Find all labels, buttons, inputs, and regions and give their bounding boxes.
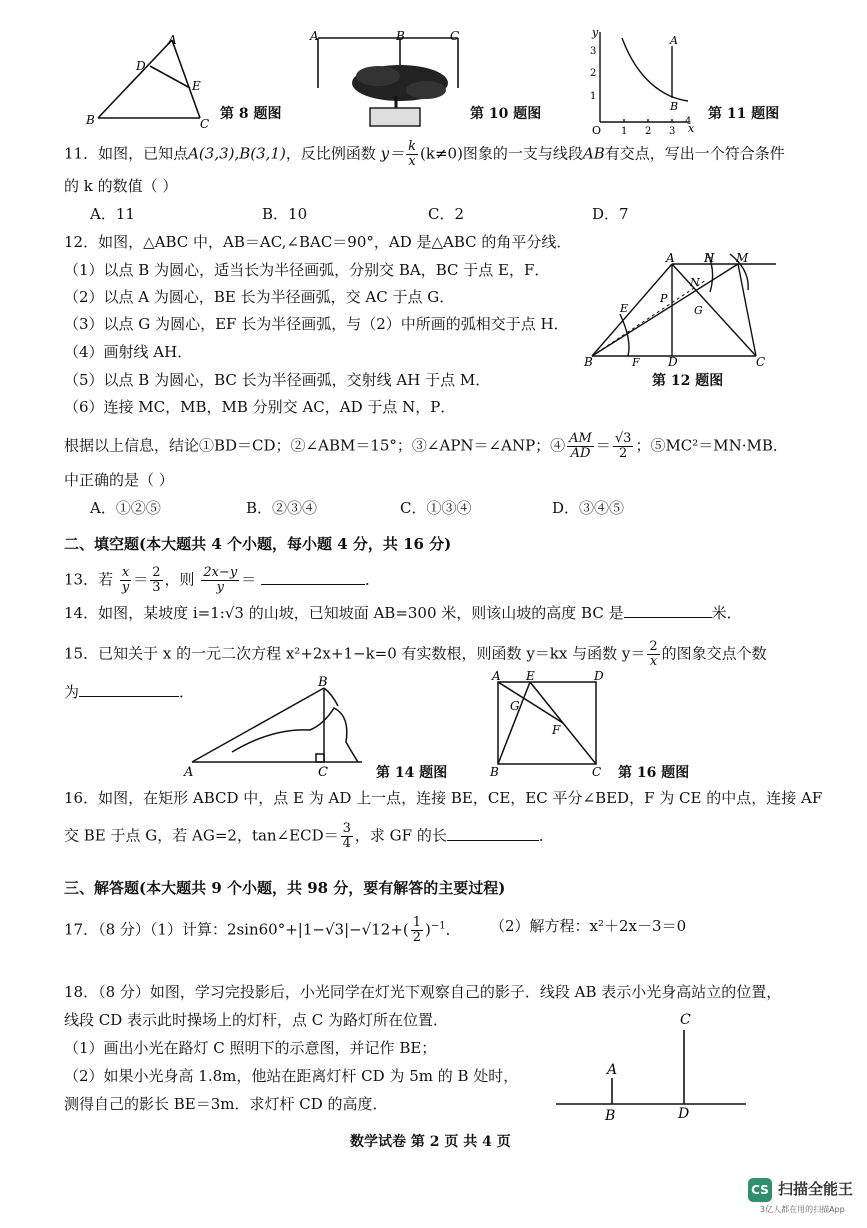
- f12-label-e: E: [620, 302, 629, 315]
- figure-18: [552, 1008, 752, 1122]
- q11-option-a: A．11: [90, 205, 135, 223]
- q12-step-6: （6）连接 MC，MB，MB 分别交 AC，AD 于点 N，P．: [64, 398, 456, 416]
- f8-caption: 第 8 题图: [220, 106, 282, 122]
- watermark-subtitle: 3亿人都在用的扫描App: [760, 1205, 845, 1214]
- f8-label-c: C: [200, 117, 210, 130]
- f16-label-a: A: [492, 669, 501, 683]
- q11-option-b: B．10: [262, 205, 308, 223]
- q16-line2: 交 BE 于点 G，若 AG=2，tan∠ECD＝ $\frac{3}{4}$ ，求 GF 的长 ．: [64, 821, 554, 851]
- q11-line2: 的 k 的数值（ ）: [64, 177, 178, 195]
- f14-label-c: C: [318, 765, 328, 780]
- figure-12: [580, 250, 780, 370]
- q13-answer-blank[interactable]: [261, 584, 365, 585]
- figure-11: [588, 26, 698, 138]
- q12-which: 中正确的是（ ）: [64, 471, 174, 489]
- f18-label-d: D: [678, 1106, 690, 1122]
- q13: 13．若 $\frac{x}{y}$ ＝ $\frac{2}{3}$ ，则 $\frac{2x-y}{y}$ ＝ ．: [64, 565, 380, 595]
- f11-ytick-3: 3: [590, 46, 597, 57]
- section-2-heading: 二、填空题(本大题共 4 个小题，每小题 4 分，共 16 分): [64, 535, 452, 553]
- q12-option-d: D．③④⑤: [552, 499, 625, 517]
- f12-label-m: M: [736, 251, 749, 265]
- q15-line1: 15．已知关于 x 的一元二次方程 x²+2x+1−k=0 有实数根，则函数 y＝kx 与函数 y＝ $\frac{2}{x}$ 的图象交点个数: [64, 639, 767, 669]
- figure-16: [486, 668, 616, 780]
- figure-14: [182, 672, 372, 782]
- q11-option-d: D．7: [592, 205, 629, 223]
- q14: 14．如图，某坡度 i=1:√3 的山坡，已知坡面 AB=300 米，则该山坡的高度 BC 是 米．: [64, 604, 742, 622]
- q12-option-c: C．①③④: [400, 499, 472, 517]
- q12-option-b: B．②③④: [246, 499, 318, 517]
- q18-line4: （2）如果小光身高 1.8m，他站在距离灯杆 CD 为 5m 的 B 处时，: [64, 1067, 519, 1085]
- q12-stem: 12．如图，△ABC 中，AB＝AC,∠BAC＝90°，AD 是△ABC 的角平分线．: [64, 233, 572, 251]
- f12-label-h: H: [704, 251, 715, 265]
- f12-label-p: P: [660, 292, 668, 305]
- q15-line2: 为 ．: [64, 683, 195, 701]
- f14-caption: 第 14 题图: [376, 765, 448, 781]
- q17: 17．（8 分）（1）计算：2sin60°+|1−√3|−√12+( $\frac{1}{2}$ )$^{-1}$．: [64, 915, 461, 945]
- f16-label-e: E: [526, 669, 535, 683]
- f16-label-d: D: [594, 669, 604, 683]
- f8-label-d: D: [136, 59, 146, 73]
- f8-label-e: E: [192, 79, 201, 93]
- q14-answer-blank[interactable]: [624, 617, 712, 618]
- f10-label-c: C: [450, 29, 460, 43]
- f12-label-c: C: [756, 355, 766, 369]
- f11-ytick-1: 1: [590, 91, 597, 102]
- f11-y-axis: y: [592, 26, 599, 39]
- f18-label-a: A: [607, 1062, 618, 1078]
- f12-label-f: F: [632, 356, 640, 369]
- q17-part2: （2）解方程：x²＋2x－3＝0: [490, 917, 687, 935]
- f10-label-a: A: [310, 29, 319, 43]
- f10-label-b: B: [396, 29, 405, 43]
- f16-label-f: F: [552, 723, 561, 737]
- q11-line1: 11．如图，已知点A(3,3),B(3,1)，反比例函数 y＝ $\frac{k}{x}$ (k≠0)图象的一支与线段AB有交点，写出一个符合条件: [64, 139, 785, 169]
- q12-step-1: （1）以点 B 为圆心，适当长为半径画弧，分别交 BA，BC 于点 E，F．: [64, 261, 550, 279]
- f14-label-a: A: [184, 765, 194, 780]
- f11-ytick-2: 2: [590, 68, 597, 79]
- f12-label-n: N: [690, 276, 700, 289]
- f12-label-b: B: [584, 355, 593, 369]
- f16-label-c: C: [592, 765, 602, 779]
- f18-label-c: C: [680, 1012, 691, 1028]
- f11-label-b: B: [670, 100, 679, 113]
- q12-step-4: （4）画射线 AH．: [64, 343, 193, 361]
- q18-line1: 18．（8 分）如图，学习完投影后，小光同学在灯光下观察自己的影子．线段 AB 表示小光身高站立的位置，: [64, 983, 782, 1001]
- f18-label-b: B: [605, 1108, 616, 1122]
- q18-line2: 线段 CD 表示此时操场上的灯杆，点 C 为路灯所在位置．: [64, 1011, 449, 1029]
- f11-label-a: A: [670, 34, 678, 47]
- f8-label-b: B: [86, 113, 95, 127]
- q12-step-5: （5）以点 B 为圆心，BC 长为半径画弧，交射线 AH 于点 M．: [64, 371, 491, 389]
- f11-origin: O: [592, 124, 602, 137]
- watermark-title: 扫描全能王: [778, 1180, 854, 1198]
- f10-caption: 第 10 题图: [470, 106, 542, 122]
- f12-caption: 第 12 题图: [652, 373, 724, 389]
- page-footer: 数学试卷 第 2 页 共 4 页: [350, 1134, 511, 1150]
- bonsai-tree-icon: [352, 65, 448, 126]
- q16-answer-blank[interactable]: [447, 840, 539, 841]
- figure-10: [308, 28, 468, 138]
- f12-label-d: D: [668, 355, 678, 369]
- q18-line3: （1）画出小光在路灯 C 照明下的示意图，并记作 BE；: [64, 1039, 437, 1057]
- f11-caption: 第 11 题图: [708, 106, 780, 122]
- section-3-heading: 三、解答题(本大题共 9 个小题，共 98 分，要有解答的主要过程): [64, 879, 506, 897]
- q12-step-2: （2）以点 A 为圆心，BE 长为半径画弧，交 AC 于点 G．: [64, 288, 455, 306]
- f11-xtick-4: 4: [685, 116, 692, 127]
- camscanner-logo-icon: CS: [748, 1178, 772, 1202]
- q15-answer-blank[interactable]: [79, 696, 179, 697]
- f14-label-b: B: [318, 675, 328, 690]
- q16-line1: 16．如图，在矩形 ABCD 中，点 E 为 AD 上一点，连接 BE，CE，EC 平分∠BED，F 为 CE 的中点，连接 AF: [64, 789, 823, 807]
- q12-conclusion: 根据以上信息，结论①BD＝CD；②∠ABM＝15°；③∠APN＝∠ANP；④ $\frac{AM}{AD}$ ＝ $\frac{√3}{2}$ ；⑤MC²＝MN·MB．: [64, 431, 788, 461]
- q11-option-c: C．2: [428, 205, 465, 223]
- f16-label-b: B: [490, 765, 499, 779]
- f16-caption: 第 16 题图: [618, 765, 690, 781]
- figure-8: [80, 30, 220, 130]
- q12-step-3: （3）以点 G 为圆心，EF 长为半径画弧，与（2）中所画的弧相交于点 H．: [64, 315, 569, 333]
- f16-label-g: G: [510, 699, 520, 713]
- f12-label-g: G: [694, 304, 703, 317]
- f11-xtick-2: 2: [645, 126, 652, 137]
- f11-xtick-3: 3: [669, 126, 676, 137]
- f11-xtick-1: 1: [621, 126, 628, 137]
- f11-x-axis: x: [688, 122, 695, 135]
- f12-label-a: A: [666, 251, 675, 265]
- f8-label-a: A: [168, 33, 177, 47]
- q18-line5: 测得自己的影长 BE＝3m．求灯杆 CD 的高度．: [64, 1095, 388, 1113]
- q12-option-a: A．①②⑤: [90, 499, 161, 517]
